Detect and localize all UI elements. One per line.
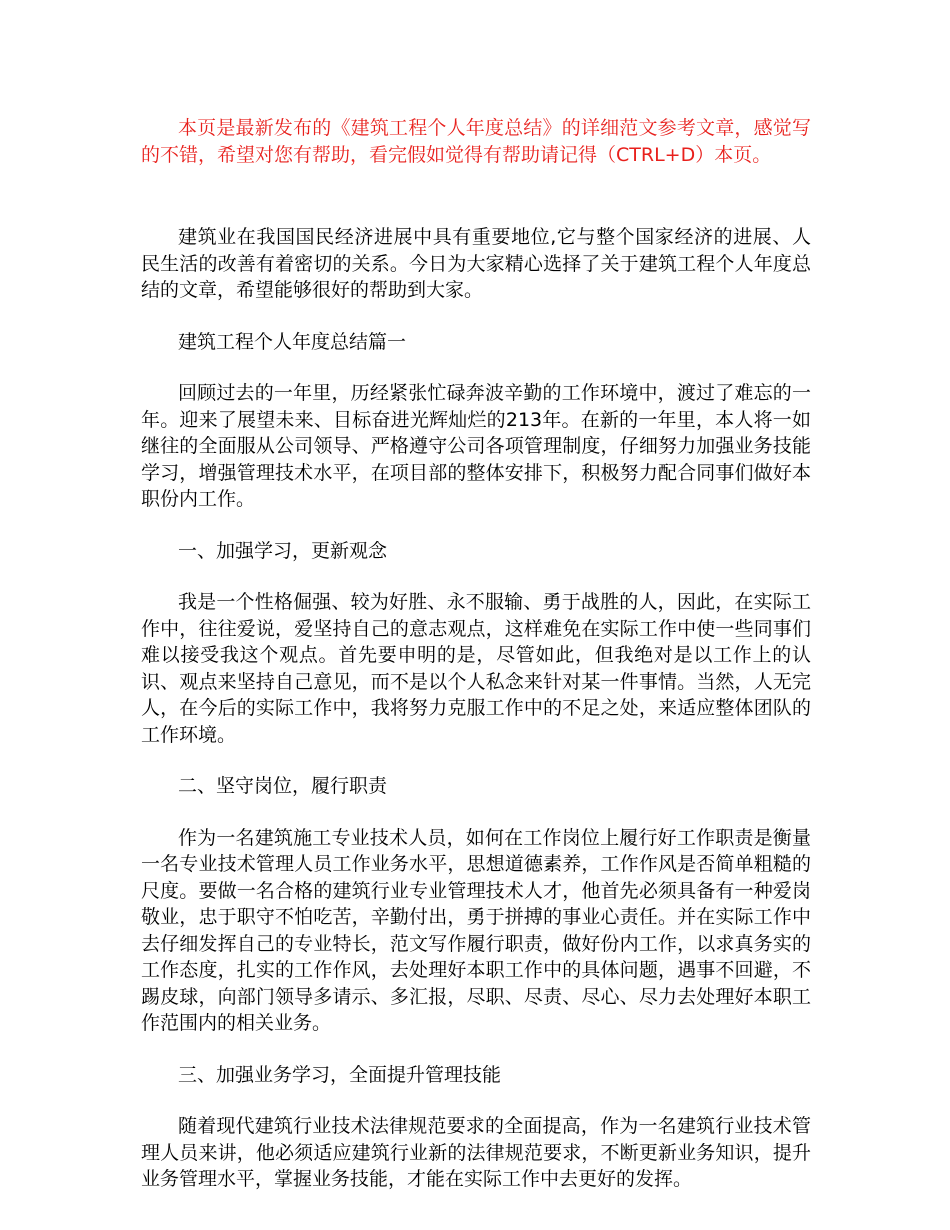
article-title: 建筑工程个人年度总结篇一 — [178, 330, 407, 353]
section-heading-2: 二、坚守岗位，履行职责 — [178, 775, 388, 797]
red-notice: 本页是最新发布的《建筑工程个人年度总结》的详细范文参考文章，感觉写的不错，希望对您有帮助，看完假如觉得有帮助请记得（CTRL+D）本页。 — [141, 117, 811, 166]
section-body-2: 作为一名建筑施工专业技术人员，如何在工作岗位上履行好工作职责是衡量一名专业技术管理人员工作业务水平，思想道德素养，工作作风是否简单粗糙的尺度。要做一名合格的建筑行业专业管理技术人才，他首先必须具备有一种爱岗敬业，忠于职守不怕吃苦，辛勤付出，勇于拼搏的事业心责任。并在实际工作中去仔细发挥自己的专业特长，范文写作履行职责，做好份内工作，以求真务实的工作态度，扎实的工作作风，去处理好本职工作中的具体问题，遇事不回避，不踢皮球，向部门领导多请示、多汇报，尽职、尽责、尽心、尽力去处理好本职工作范围内的相关业务。 — [141, 826, 811, 1034]
section-heading-1: 一、加强学习，更新观念 — [178, 539, 388, 562]
section-body-1: 我是一个性格倔强、较为好胜、永不服输、勇于战胜的人，因此，在实际工作中，往往爱说，爱坚持自己的意志观点，这样难免在实际工作中使一些同事们难以接受我这个观点。首先要申明的是，尽管如此，但我绝对是以工作上的认识、观点来坚持自己意见，而不是以个人私念来针对某一件事情。当然，人无完人，在今后的实际工作中，我将努力克服工作中的不足之处，来适应整体团队的工作环境。 — [141, 591, 811, 746]
document-body — [141, 115, 811, 1218]
review-paragraph: 回顾过去的一年里，历经紧张忙碌奔波辛勤的工作环境中，渡过了难忘的一年。迎来了展望未来、目标奋进光辉灿烂的213年。在新的一年里，本人将一如继往的全面服从公司领导、严格遵守公司各项管理制度，仔细努力加强业务技能学习，增强管理技术水平，在项目部的整体安排下，积极努力配合同事们做好本职份内工作。 — [141, 382, 811, 510]
section-heading-3: 三、加强业务学习，全面提升管理技能 — [178, 1063, 502, 1086]
section-body-3: 随着现代建筑行业技术法律规范要求的全面提高，作为一名建筑行业技术管理人员来讲，他必须适应建筑行业新的法律规范要求，不断更新业务知识，提升业务管理水平，掌握业务技能，才能在实际工作中去更好的发挥。 — [141, 1115, 811, 1190]
intro-paragraph: 建筑业在我国国民经济进展中具有重要地位,它与整个国家经济的进展、人民生活的改善有着密切的关系。今日为大家精心选择了关于建筑工程个人年度总结的文章，希望能够很好的帮助到大家。 — [141, 226, 811, 301]
